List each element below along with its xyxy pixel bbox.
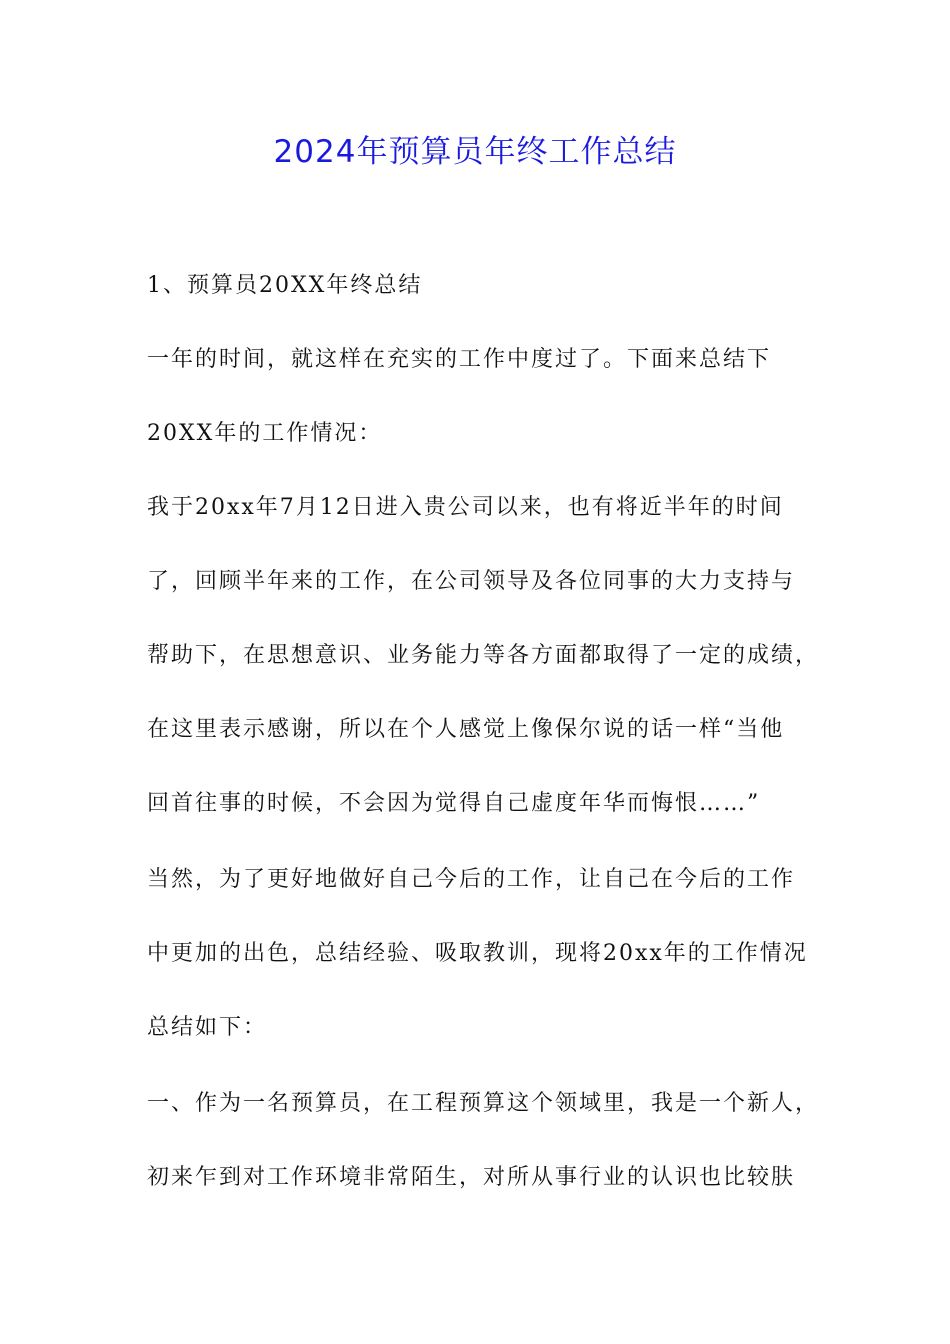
- paragraph-line: 一、作为一名预算员，在工程预算这个领域里，我是一个新人，: [147, 1091, 820, 1116]
- paragraph-line: 我于20xx年7月12日进入贵公司以来，也有将近半年的时间: [147, 495, 784, 520]
- paragraph-line: 总结如下：: [147, 1015, 268, 1040]
- paragraph-line: 了，回顾半年来的工作，在公司领导及各位同事的大力支持与: [147, 569, 796, 594]
- paragraph-line: 中更加的出色，总结经验、吸取教训，现将20xx年的工作情况: [147, 941, 808, 966]
- paragraph-line: 一年的时间，就这样在充实的工作中度过了。下面来总结下: [147, 347, 772, 372]
- paragraph-line: 初来乍到对工作环境非常陌生，对所从事行业的认识也比较肤: [147, 1165, 796, 1190]
- paragraph-line: 20XX年的工作情况：: [147, 421, 383, 446]
- paragraph-line: 回首往事的时候，不会因为觉得自己虚度年华而悔恨……”: [147, 791, 761, 816]
- paragraph-line: 1、预算员20XX年终总结: [147, 273, 423, 298]
- paragraph-line: 当然，为了更好地做好自己今后的工作，让自己在今后的工作: [147, 867, 796, 892]
- paragraph-line: 帮助下，在思想意识、业务能力等各方面都取得了一定的成绩，: [147, 643, 820, 668]
- paragraph-line: 在这里表示感谢，所以在个人感觉上像保尔说的话一样“当他: [147, 717, 785, 742]
- document-title: 2024年预算员年终工作总结: [273, 134, 677, 170]
